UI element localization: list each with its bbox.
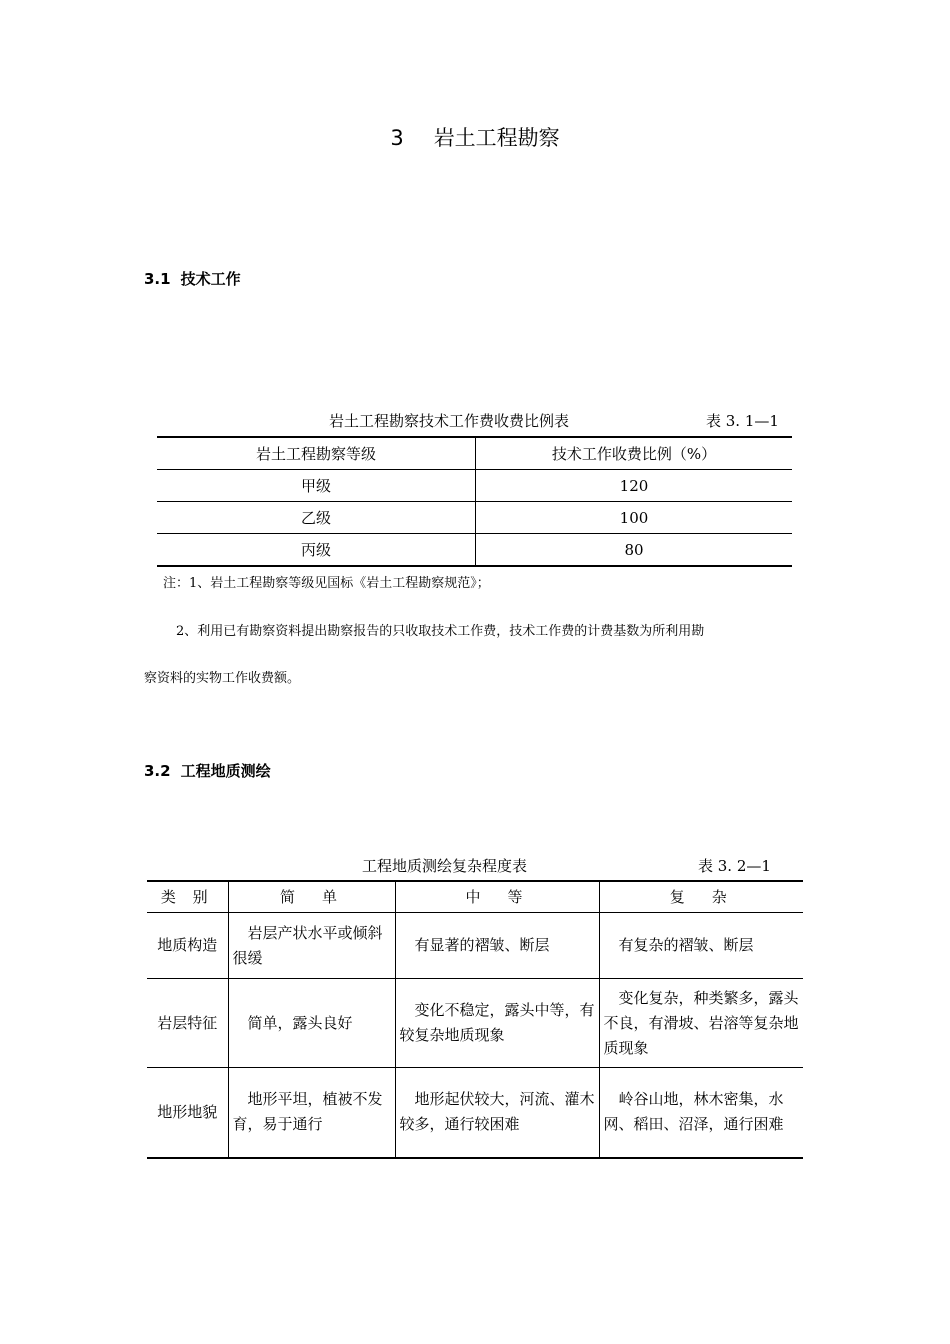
section-number: 3.2 — [144, 762, 171, 780]
section-heading-3-2 — [144, 760, 271, 781]
table-number: 表 3. 2—1 — [698, 857, 771, 875]
table-cell: 地形起伏较大，河流、灌木较多，通行较困难 — [395, 1068, 599, 1158]
table-cell: 变化复杂，种类繁多，露头不良，有滑坡、岩溶等复杂地质现象 — [599, 979, 803, 1068]
table-note-2-line-2: 察资料的实物工作收费额。 — [144, 671, 301, 686]
table-header-row — [157, 437, 792, 470]
table-header-row — [147, 881, 803, 913]
table-header-cell: 复 杂 — [599, 881, 803, 913]
table-note-2-line-1: 2、利用已有勘察资料提出勘察报告的只收取技术工作费，技术工作费的计费基数为所利用勘 — [176, 624, 705, 639]
table-cell: 岩层产状水平或倾斜很缓 — [228, 913, 395, 979]
row-label: 地质构造 — [147, 913, 228, 979]
table-row — [157, 502, 792, 534]
chapter-number: 3 — [390, 126, 404, 150]
table-cell: 甲级 — [157, 470, 476, 502]
row-label: 地形地貌 — [147, 1068, 228, 1158]
table-header-cell: 类 别 — [147, 881, 228, 913]
table-row — [147, 913, 803, 979]
table-note-1: 注：1、岩土工程勘察等级见国标《岩土工程勘察规范》； — [163, 576, 490, 591]
table-cell: 丙级 — [157, 534, 476, 567]
table-cell: 简单，露头良好 — [228, 979, 395, 1068]
section-number: 3.1 — [144, 270, 171, 288]
table-number: 表 3. 1—1 — [706, 412, 779, 430]
table-row — [147, 1068, 803, 1158]
table-cell: 有复杂的褶皱、断层 — [599, 913, 803, 979]
chapter-title — [0, 122, 950, 152]
table-caption: 岩土工程勘察技术工作费收费比例表 — [329, 412, 570, 430]
table-cell: 120 — [476, 470, 793, 502]
table-cell: 100 — [476, 502, 793, 534]
section-heading-3-1 — [144, 268, 241, 289]
fee-ratio-table — [157, 436, 792, 567]
table-header-cell: 中 等 — [395, 881, 599, 913]
table-header-cell: 简 单 — [228, 881, 395, 913]
section-title: 技术工作 — [180, 270, 241, 288]
table-header-cell: 技术工作收费比例（%） — [476, 437, 793, 470]
row-label: 岩层特征 — [147, 979, 228, 1068]
table-row — [147, 979, 803, 1068]
chapter-title-text: 岩土工程勘察 — [433, 126, 560, 150]
table-row — [157, 534, 792, 567]
table-cell: 变化不稳定，露头中等，有较复杂地质现象 — [395, 979, 599, 1068]
table-cell: 地形平坦，植被不发育，易于通行 — [228, 1068, 395, 1158]
complexity-table — [147, 880, 803, 1159]
table-cell: 乙级 — [157, 502, 476, 534]
table-cell: 有显著的褶皱、断层 — [395, 913, 599, 979]
table-cell: 岭谷山地，林木密集，水网、稻田、沼泽，通行困难 — [603, 1090, 784, 1134]
table-cell: 80 — [624, 540, 644, 559]
table-row — [157, 470, 792, 502]
table-header-cell: 岩土工程勘察等级 — [157, 437, 476, 470]
table-caption: 工程地质测绘复杂程度表 — [362, 857, 528, 875]
section-title: 工程地质测绘 — [180, 762, 271, 780]
